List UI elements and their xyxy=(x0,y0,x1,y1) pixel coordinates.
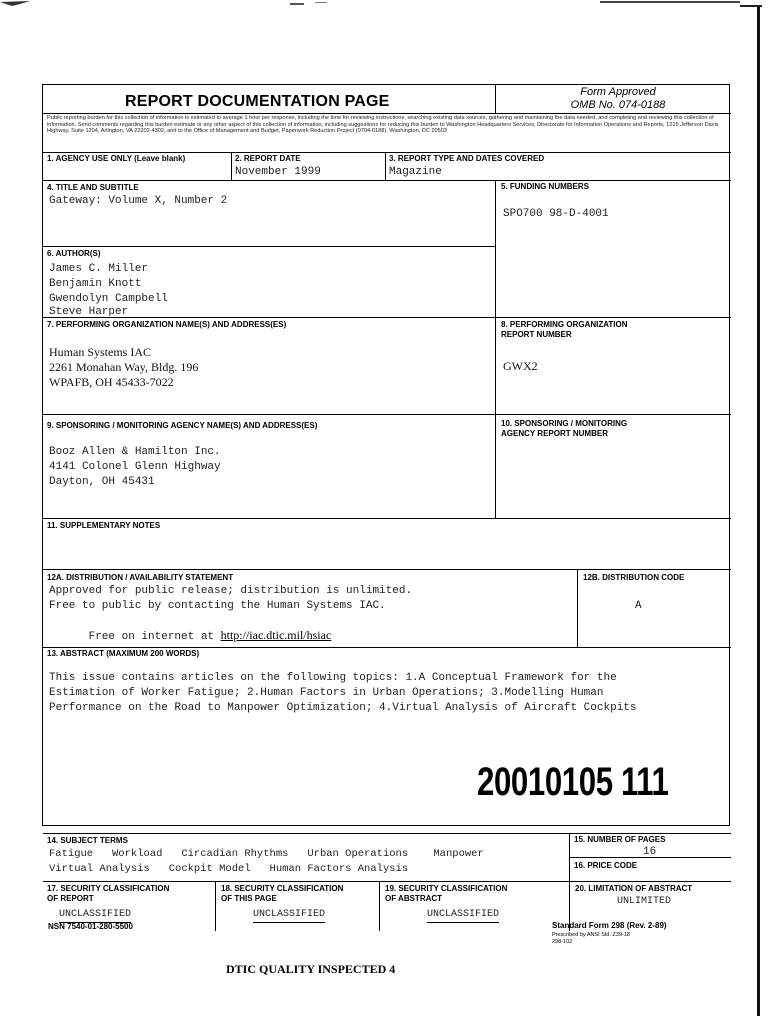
omb-number: OMB No. 074-0188 xyxy=(570,99,666,111)
distribution-line: Approved for public release; distribution is unlimited. xyxy=(49,585,413,597)
form-approved-label: Form Approved xyxy=(580,86,656,98)
report-classification-label: 17. SECURITY CLASSIFICATION OF REPORT xyxy=(47,884,170,903)
author-name: James C. Miller xyxy=(49,263,149,275)
burden-statement: Public reporting burden for this collection of information is estimated to average 1 hour per response, including the time for reviewing instructions, searching existing data sources, gathering and maintaining the data needed, and completing and reviewing this collection of information. Send comments regarding this burden estimate or any other aspect of this collection of information, including suggestions for reducing this burden to Washington Headquarters Services, Directorate for Information Operations and Reports, 1215 Jefferson Davis Highway, Suite 1204, Arlington, VA 22202-4302, and to the Office of Management and Budget, Paperwork Reduction Project (0704-0188), Washington, DC 20503 xyxy=(47,115,719,135)
limitation-label: 20. LIMITATION OF ABSTRACT xyxy=(575,884,693,893)
abstract-label-text: 13. ABSTRACT (MAXIMUM 200 WORDS) xyxy=(47,649,200,658)
supplementary-notes-label: 11. SUPPLEMENTARY NOTES xyxy=(47,521,161,530)
number-of-pages-value: 16 xyxy=(643,846,657,858)
price-code-label: 16. PRICE CODE xyxy=(574,861,638,870)
nsn-number: NSN 7540-01-280-5500 xyxy=(48,922,133,931)
distribution-line: Free to public by contacting the Human Systems IAC. xyxy=(49,600,386,612)
scan-edge-artifact xyxy=(0,0,770,10)
author-name: Benjamin Knott xyxy=(49,278,142,290)
report-date-value: November 1999 xyxy=(235,166,321,178)
report-form xyxy=(42,84,730,920)
performing-org-line: Human Systems IAC xyxy=(49,345,151,359)
prescribed-by: Prescribed by ANSI Std. Z39-18 298-102 xyxy=(552,932,630,945)
hsiac-url-link[interactable]: http://iac.dtic.mil/hsiac xyxy=(220,628,332,642)
report-date-label: 2. REPORT DATE xyxy=(235,154,301,163)
distribution-code-value: A xyxy=(635,600,642,612)
standard-form-label: Standard Form 298 (Rev. 2-89) xyxy=(552,921,667,930)
sponsoring-org-line: Dayton, OH 45431 xyxy=(49,476,155,488)
sponsoring-report-label: 10. SPONSORING / MONITORING AGENCY REPORT NUMBER xyxy=(501,419,628,438)
distribution-label: 12A. DISTRIBUTION / AVAILABILITY STATEMENT xyxy=(47,573,234,582)
sponsoring-org-line: Booz Allen & Hamilton Inc. xyxy=(49,446,221,458)
abstract-classification-label: 19. SECURITY CLASSIFICATION OF ABSTRACT xyxy=(385,884,508,903)
abstract-classification-value: UNCLASSIFIED xyxy=(427,908,499,923)
subject-terms-line: Virtual Analysis Cockpit Model Human Factors Analysis xyxy=(49,863,409,875)
distribution-code-label: 12B. DISTRIBUTION CODE xyxy=(583,573,685,582)
number-of-pages-label: 15. NUMBER OF PAGES xyxy=(574,835,666,844)
author-name: Steve Harper xyxy=(49,306,129,316)
distribution-url-prefix: Free on internet at xyxy=(88,631,221,643)
performing-report-label: 8. PERFORMING ORGANIZATION REPORT NUMBER xyxy=(501,320,628,339)
scan-edge-line xyxy=(757,6,760,1016)
abstract-label xyxy=(47,649,199,659)
sponsoring-org-line: 4141 Colonel Glenn Highway xyxy=(49,461,221,473)
author-name: Gwendolyn Campbell xyxy=(49,293,168,305)
subject-terms-label: 14. SUBJECT TERMS xyxy=(47,836,128,845)
authors-label: 6. AUTHOR(S) xyxy=(47,249,101,258)
funding-numbers-value: SPO700 98-D-4001 xyxy=(503,208,609,220)
page-classification-value: UNCLASSIFIED xyxy=(253,908,325,923)
abstract-line: Performance on the Road to Manpower Optimization; 4.Virtual Analysis of Aircraft Cockpits xyxy=(49,702,637,714)
limitation-value: UNLIMITED xyxy=(617,896,672,907)
performing-org-line: WPAFB, OH 45433-7022 xyxy=(49,375,174,389)
dtic-quality-stamp: DTIC QUALITY INSPECTED 4 xyxy=(226,962,396,976)
title-subtitle-label: 4. TITLE AND SUBTITLE xyxy=(47,183,139,192)
sponsoring-org-label: 9. SPONSORING / MONITORING AGENCY NAME(S) AND ADDRESS(ES) xyxy=(47,421,318,430)
performing-org-label: 7. PERFORMING ORGANIZATION NAME(S) AND ADDRESS(ES) xyxy=(47,320,287,329)
performing-report-value: GWX2 xyxy=(503,359,538,373)
accession-number: 20010105 111 xyxy=(477,760,669,804)
subject-terms-line: Fatigue Workload Circadian Rhythms Urban Operations Manpower xyxy=(49,848,484,860)
report-type-label: 3. REPORT TYPE AND DATES COVERED xyxy=(389,154,545,163)
abstract-line: Estimation of Worker Fatigue; 2.Human Factors in Urban Operations; 3.Modelling Human xyxy=(49,687,604,699)
performing-org-line: 2261 Monahan Way, Bldg. 196 xyxy=(49,360,199,374)
report-classification-value: UNCLASSIFIED xyxy=(59,908,131,923)
funding-numbers-label: 5. FUNDING NUMBERS xyxy=(501,182,590,191)
page-title: REPORT DOCUMENTATION PAGE xyxy=(125,93,390,110)
abstract-line: This issue contains articles on the following topics: 1.A Conceptual Framework for the xyxy=(49,672,617,684)
title-subtitle-value: Gateway: Volume X, Number 2 xyxy=(49,195,228,207)
page-classification-label: 18. SECURITY CLASSIFICATION OF THIS PAGE xyxy=(221,884,344,903)
report-type-value: Magazine xyxy=(389,166,442,178)
agency-use-label: 1. AGENCY USE ONLY (Leave blank) xyxy=(47,154,186,163)
